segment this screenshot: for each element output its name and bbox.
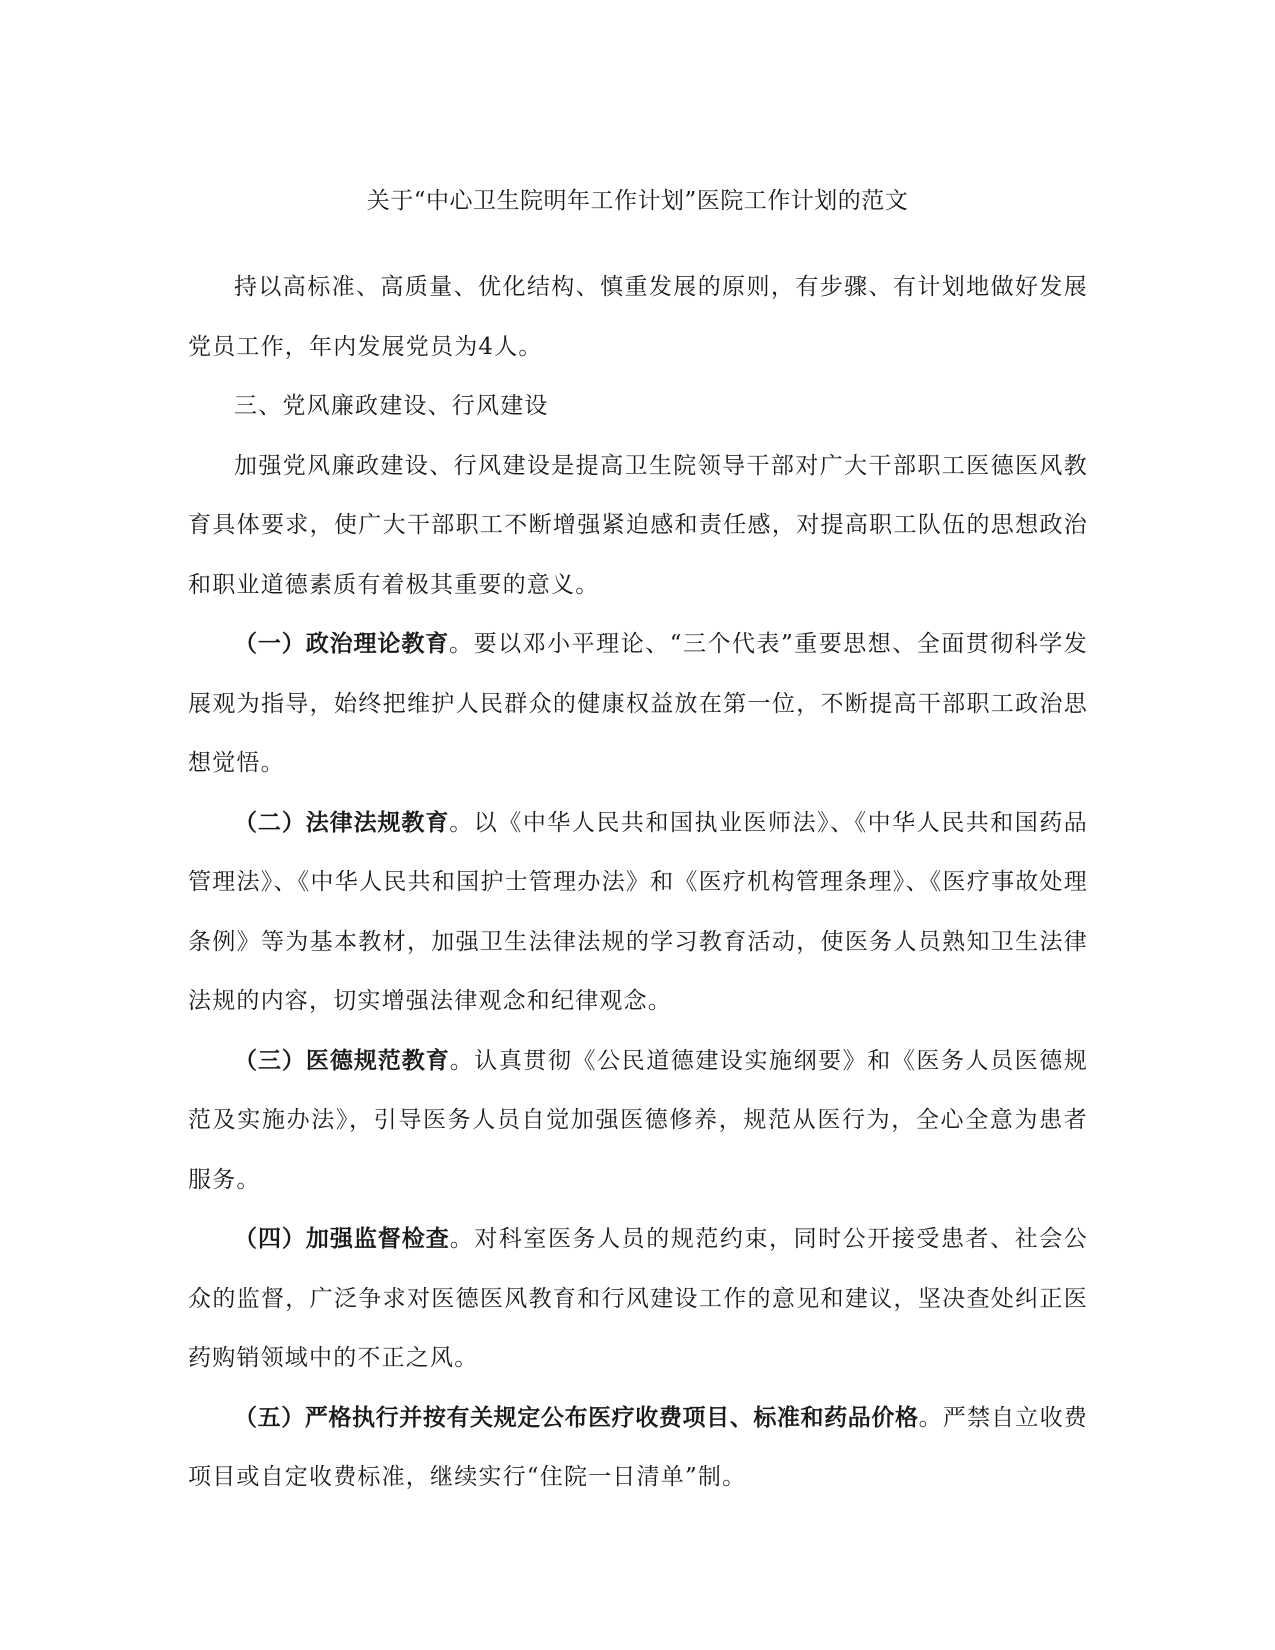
section-heading-3 [188, 377, 1088, 437]
paragraph-text: 。要以邓小平理论、“三个代表”重要思想、全面贯彻科学发展观为指导，始终把维护人民群众的健康权益放在第一位，不断提高干部职工政治思想觉悟。 [188, 631, 1089, 776]
paragraph-text: 。严禁自立收费项目或自定收费标准，继续实行“住院一日清单”制。 [188, 1404, 1088, 1490]
paragraph-law-education [188, 794, 1088, 1032]
paragraph-lead: （二）法律法规教育 [234, 809, 450, 836]
paragraph-lead: （四）加强监督检查 [234, 1226, 450, 1252]
paragraph-integrity-intro [188, 437, 1088, 616]
paragraph-text: 。对科室医务人员的规范约束，同时公开接受患者、社会公众的监督，广泛争求对医德医风教育和行风建设工作的意见和建议，坚决查处纠正医药购销领域中的不正之风。 [188, 1226, 1088, 1371]
paragraph-lead: （五）严格执行并按有关规定公布医疗收费项目、标准和药品价格 [234, 1404, 919, 1431]
paragraph-lead: （一）政治理论教育 [234, 631, 450, 657]
document-body [188, 258, 1088, 1508]
paragraph-text: 。以《中华人民共和国执业医师法》、《中华人民共和国药品管理法》、《中华人民共和国护士管理办法》和《医疗机构管理条理》、《医疗事故处理条例》等为基本教材，加强卫生法律法规的学习教育活动，使医务人员熟知卫生法律法规的内容，切实增强法律观念和纪律观念。 [188, 809, 1088, 1014]
paragraph-party-development [188, 258, 1088, 377]
paragraph-text: 。认真贯彻《公民道德建设实施纲要》和《医务人员医德规范及实施办法》，引导医务人员自觉加强医德修养，规范从医行为，全心全意为患者服务。 [188, 1047, 1088, 1193]
paragraph-text: 三、党风廉政建设、行风建设 [234, 393, 549, 419]
paragraph-text: 加强党风廉政建设、行风建设是提高卫生院领导干部对广大干部职工医德医风教育具体要求，使广大干部职工不断增强紧迫感和责任感，对提高职工队伍的思想政治和职业道德素质有着极其重要的意义。 [188, 452, 1088, 598]
paragraph-ethics-education [188, 1032, 1088, 1211]
paragraph-text: 持以高标准、高质量、优化结构、慎重发展的原则，有步骤、有计划地做好发展党员工作，年内发展党员为4人。 [188, 274, 1088, 360]
paragraph-lead: （三）医德规范教育 [234, 1047, 450, 1074]
paragraph-political-education [188, 615, 1088, 794]
document-title: 关于“中心卫生院明年工作计划”医院工作计划的范文 [366, 188, 909, 214]
paragraph-supervision [188, 1210, 1088, 1389]
paragraph-fee-disclosure [188, 1389, 1088, 1508]
